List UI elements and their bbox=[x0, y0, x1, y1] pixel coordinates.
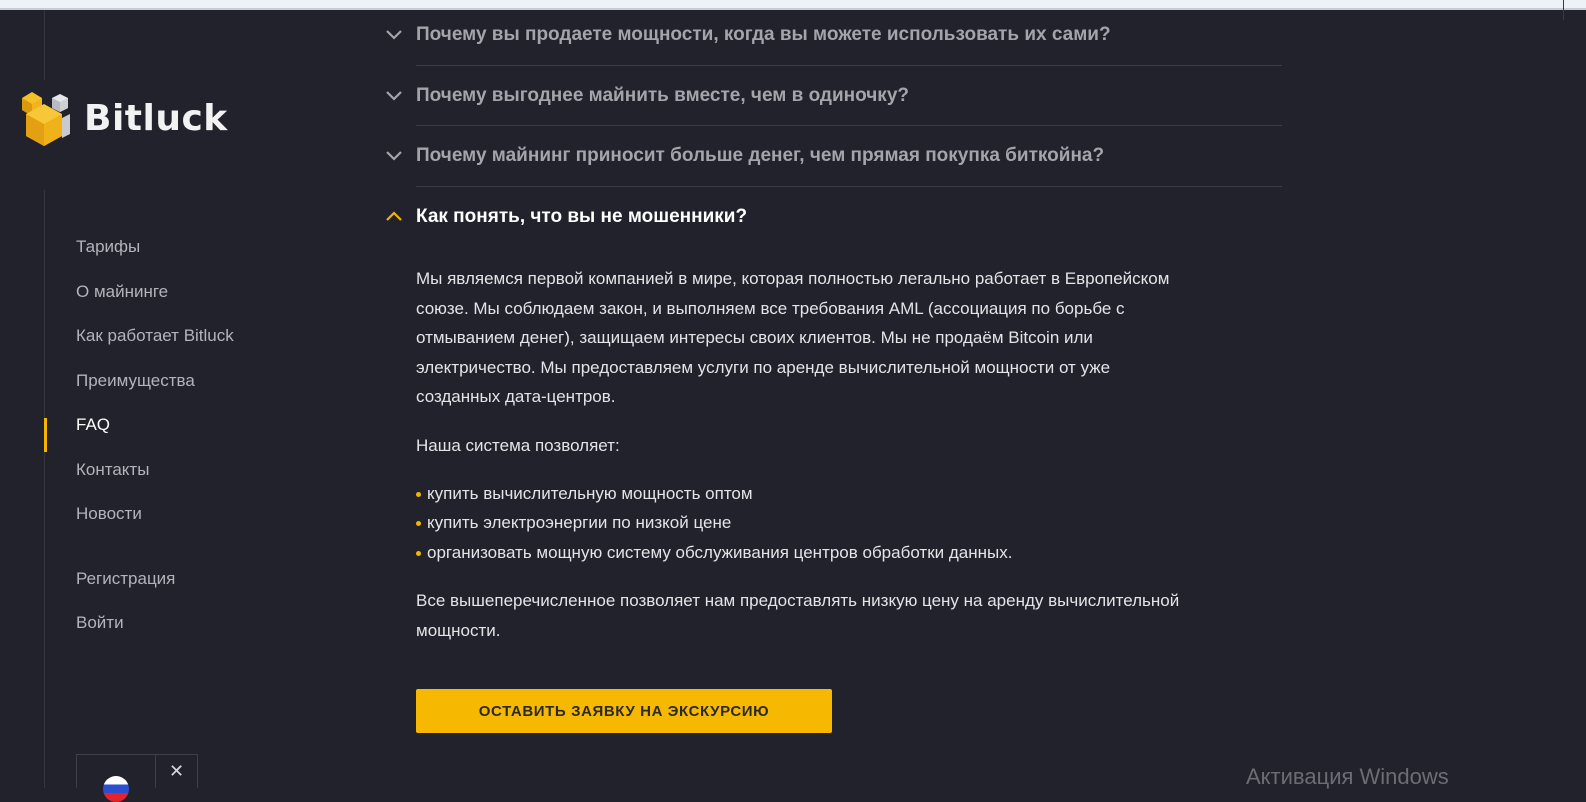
brand-name: Bitluck bbox=[84, 97, 228, 139]
close-icon[interactable]: ✕ bbox=[168, 761, 185, 782]
nav-spacer bbox=[76, 548, 234, 568]
sidebar-item-tariffs[interactable]: Тарифы bbox=[76, 237, 141, 256]
answer-line: Все вышеперечисленное позволяет нам предоставлять низкую цену на аренду вычислительной bbox=[416, 591, 1180, 611]
faq-question-text: Почему майнинг приносит больше денег, чем прямая покупка биткойна? bbox=[416, 145, 1105, 166]
answer-line: союзе. Мы соблюдаем закон, и выполняем все требования AML (ассоциация по борьбе с bbox=[416, 298, 1125, 318]
list-item-text: купить электроэнергии по низкой цене bbox=[427, 513, 732, 533]
list-item-text: организовать мощную систему обслуживания центров обработки данных. bbox=[427, 542, 1013, 562]
sidebar-item-faq[interactable]: FAQ bbox=[76, 415, 111, 434]
answer-line: электричество. Мы предоставляем услуги по аренде вычислительной мощности от уже bbox=[416, 357, 1111, 377]
sidebar-item-about-mining[interactable]: О майнинге bbox=[76, 281, 169, 301]
brand-logo[interactable] bbox=[18, 88, 248, 148]
chevron-down-icon bbox=[384, 86, 416, 106]
chevron-down-icon bbox=[384, 146, 416, 166]
answer-bullet-list bbox=[416, 479, 1296, 568]
answer-paragraph bbox=[416, 264, 1296, 412]
list-item bbox=[416, 538, 1296, 568]
browser-top-edge bbox=[0, 0, 1586, 10]
faq-answer bbox=[416, 264, 1296, 646]
russian-flag-icon bbox=[103, 776, 129, 802]
faq-question-3[interactable] bbox=[384, 131, 1284, 181]
register-link[interactable]: Регистрация bbox=[76, 568, 176, 588]
list-item bbox=[416, 479, 1296, 509]
bullet-dot-icon bbox=[416, 551, 421, 556]
sidebar-item-contacts[interactable]: Контакты bbox=[76, 459, 150, 479]
faq-question-text: Почему выгоднее майнить вместе, чем в одиночку? bbox=[416, 85, 909, 106]
list-item-text: купить вычислительную мощность оптом bbox=[427, 483, 753, 503]
answer-line: отмыванием денег), защищаем интересы своих клиентов. Мы не продаём Bitcoin или bbox=[416, 328, 1093, 348]
login-link[interactable]: Войти bbox=[76, 613, 124, 632]
scrollbar-edge bbox=[1563, 0, 1564, 20]
chevron-down-icon bbox=[384, 25, 416, 45]
answer-intro: Наша система позволяет: bbox=[416, 435, 620, 455]
answer-line: созданных дата-центров. bbox=[416, 387, 616, 407]
faq-divider bbox=[416, 65, 1282, 66]
chevron-up-icon bbox=[384, 207, 416, 227]
answer-line: мощности. bbox=[416, 621, 501, 641]
list-item bbox=[416, 508, 1296, 538]
sidebar-nav bbox=[76, 236, 234, 657]
request-tour-button[interactable]: ОСТАВИТЬ ЗАЯВКУ НА ЭКСКУРСИЮ bbox=[416, 689, 832, 733]
faq-question-1[interactable] bbox=[384, 10, 1284, 60]
sidebar-item-how-it-works[interactable]: Как работает Bitluck bbox=[76, 326, 234, 345]
answer-conclusion bbox=[416, 586, 1296, 645]
answer-line: Мы являемся первой компанией в мире, которая полностью легально работает в Европейском bbox=[416, 269, 1170, 288]
active-nav-indicator bbox=[44, 418, 47, 452]
language-flag-button[interactable] bbox=[77, 755, 156, 788]
faq-question-2[interactable] bbox=[384, 71, 1284, 121]
windows-activation-watermark: Активация Windows bbox=[1246, 764, 1449, 789]
sidebar-item-news[interactable]: Новости bbox=[76, 504, 142, 523]
bullet-dot-icon bbox=[416, 492, 421, 497]
language-selector[interactable] bbox=[76, 754, 198, 788]
bitluck-cube-logo-icon bbox=[18, 88, 72, 148]
faq-question-text: Почему вы продаете мощности, когда вы можете использовать их сами? bbox=[416, 24, 1111, 45]
faq-divider bbox=[416, 125, 1282, 126]
faq-question-4[interactable] bbox=[384, 192, 1284, 242]
faq-question-text: Как понять, что вы не мошенники? bbox=[416, 206, 748, 227]
faq-divider bbox=[416, 186, 1282, 187]
bullet-dot-icon bbox=[416, 521, 421, 526]
sidebar-item-advantages[interactable]: Преимущества bbox=[76, 370, 195, 390]
